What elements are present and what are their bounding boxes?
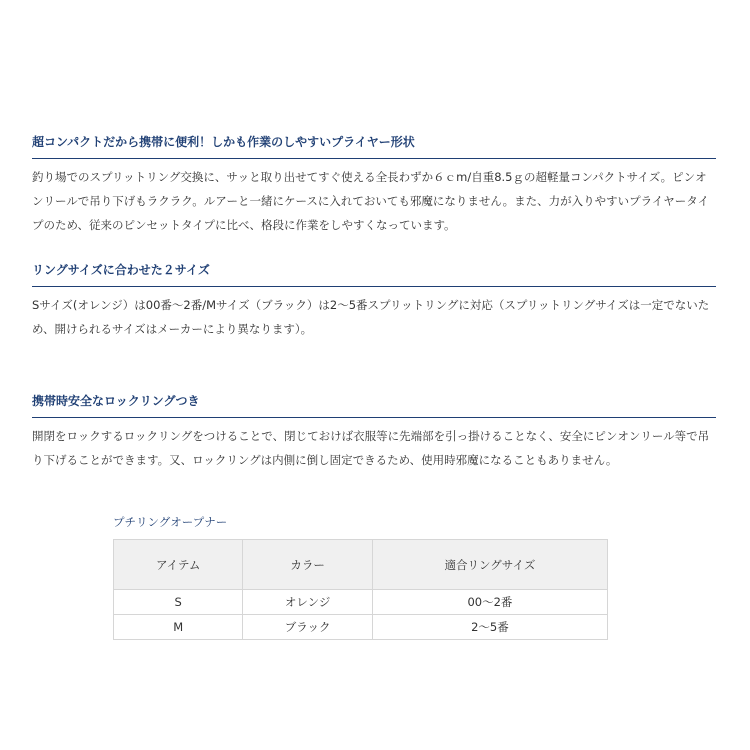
- section-body: 釣り場でのスプリットリング交換に、サッと取り出せてすぐ使える全長わずか６ｃm/自重8.5ｇの超軽量コンパクトサイズ。ピンオンリールで吊り下げもラクラク。ルアーと一緒にケースに入れておいても邪魔になりません。また、力が入りやすいプライヤータイプのため、従来のピンセットタイプに比べ、格段に作業をしやすくなっています。: [32, 170, 709, 232]
- section-sizes: [32, 262, 716, 341]
- section-body: 開閉をロックするロックリングをつけることで、閉じておけば衣服等に先端部を引っ掛けることなく、安全にピンオンリール等で吊り下げることができます。又、ロックリングは内側に倒し固定できるため、使用時邪魔になることもありません。: [32, 429, 710, 467]
- spec-table: [113, 539, 608, 640]
- cell-ring-size: 2～5番: [372, 615, 607, 640]
- header-ring-size: 適合リングサイズ: [372, 540, 607, 590]
- cell-color: ブラック: [243, 615, 372, 640]
- header-color: カラー: [243, 540, 372, 590]
- table-row: [114, 590, 608, 615]
- section-heading: リングサイズに合わせた２サイズ: [32, 262, 716, 287]
- table-header-row: [114, 540, 608, 590]
- section-body: Sサイズ(オレンジ）は00番～2番/Mサイズ（ブラック）は2～5番スプリットリングに対応（スプリットリングサイズは一定でないため、開けられるサイズはメーカーにより異なります）。: [32, 298, 710, 336]
- cell-item: M: [114, 615, 243, 640]
- section-heading: 超コンパクトだから携帯に便利！しかも作業のしやすいプライヤー形状: [32, 134, 716, 159]
- section-heading: 携帯時安全なロックリングつき: [32, 393, 716, 418]
- table-row: [114, 615, 608, 640]
- section-lock-ring: [32, 393, 716, 472]
- cell-color: オレンジ: [243, 590, 372, 615]
- section-compact: [32, 134, 716, 237]
- table-title: プチリングオープナー: [113, 515, 228, 529]
- cell-item: S: [114, 590, 243, 615]
- cell-ring-size: 00～2番: [372, 590, 607, 615]
- header-item: アイテム: [114, 540, 243, 590]
